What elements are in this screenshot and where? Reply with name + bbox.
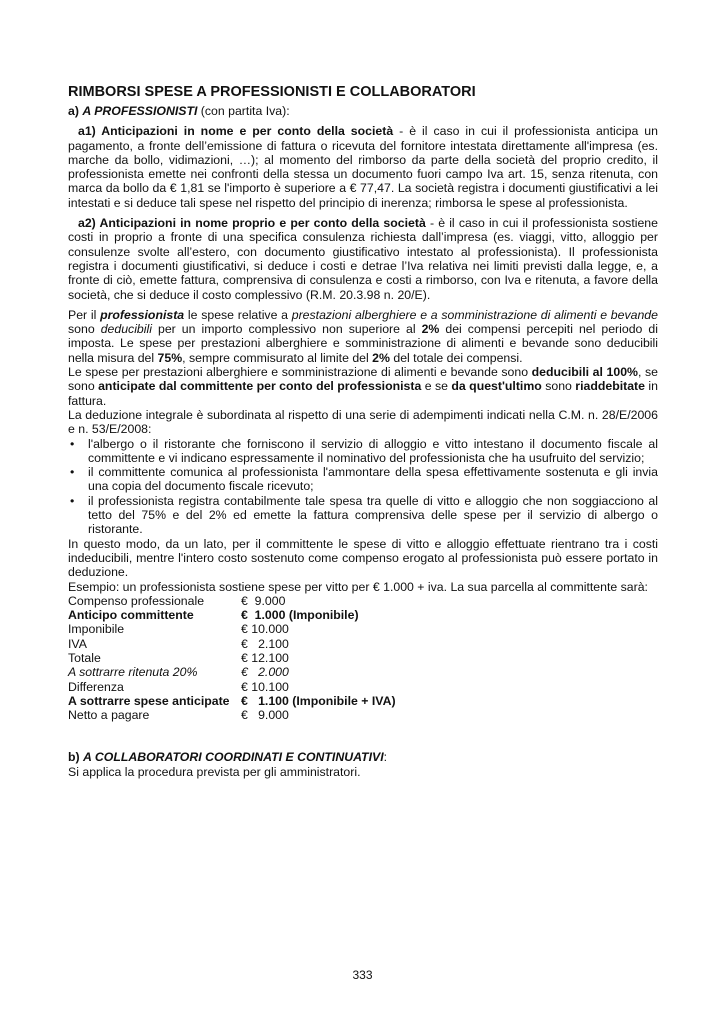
paragraph-a2: a2) Anticipazioni in nome proprio e per conto della società - è il caso in cui il professionista sostiene costi in proprio a fronte di una specifica consulenza richiesta dall’impresa (es. viaggi, vitto, alloggio per consulenze svolte all’estero, con documento giustificativo intestato al professionista). Il professionista registra i documenti giustificativi, si deduce i costi e detrae l’Iva relativa nei limiti previsti dalla legge, e, a fronte di ciò, emette fattura, comprensiva di consulenza e costi a rimborso, con Iva e ritenuta, a favore della società, che si deduce il costo complessivo (R.M. 20.3.98 n. 20/E).	[68, 216, 658, 302]
document-page	[68, 84, 658, 779]
calc-label: Anticipo committente	[68, 608, 194, 623]
calc-label: IVA	[68, 636, 87, 651]
table-row	[68, 694, 396, 708]
table-row	[68, 651, 396, 665]
calc-value: € 9.000	[241, 708, 289, 723]
calc-value: € 12.100	[241, 650, 289, 665]
paragraph-requirements: La deduzione integrale è subordinata al rispetto di una serie di adempimenti indicati nella C.M. n. 28/E/2006 e n. 53/E/2008:	[68, 407, 658, 437]
section-a-heading: a) A PROFESSIONISTI (con partita Iva):	[68, 104, 290, 118]
table-row	[68, 680, 396, 694]
list-item: • l'albergo o il ristorante che forniscono il servizio di alloggio e vitto intestano il documento fiscale al committente e vi indicano espressamente il nominativo del professionista che ha usufruito del servizio;	[68, 437, 658, 466]
calc-label: Imponibile	[68, 622, 125, 637]
page-title: RIMBORSI SPESE A PROFESSIONISTI E COLLABORATORI	[68, 84, 476, 100]
calc-value: € 10.000	[241, 622, 289, 637]
calc-label: Compenso professionale	[68, 593, 205, 608]
table-row	[68, 637, 396, 651]
calc-value: € 1.100 (Imponibile + IVA)	[241, 693, 396, 708]
calc-label: A sottrarre ritenuta 20%	[68, 665, 198, 680]
table-row	[68, 608, 396, 622]
table-row	[68, 622, 396, 636]
paragraph-example: Esempio: un professionista sostiene spese per vitto per € 1.000 + iva. La sua parcella al committente sarà:	[68, 579, 648, 594]
calc-label: Netto a pagare	[68, 708, 150, 723]
page-number: 333	[352, 968, 373, 982]
list-item: • il committente comunica al professionista l'ammontare della spesa effettivamente sostenuta e gli invia una copia del documento fiscale ricevuto;	[68, 465, 658, 494]
calc-value: € 2.100	[241, 636, 289, 651]
section-b-text: Si applica la procedura prevista per gli amministratori.	[68, 764, 361, 779]
table-row	[68, 708, 396, 722]
calc-value: € 1.000 (Imponibile)	[241, 608, 359, 623]
paragraph-a1: a1) Anticipazioni in nome e per conto della società - è il caso in cui il professionista anticipa un pagamento, a fronte dell’emissione di fattura o ricevuta del fornitore intestata direttamente all'impresa (es. marche da bollo, vidimazioni, …); al momento del rimborso da parte della società del proprio credito, il professionista emette nei confronti della stessa un documento fuori campo Iva art. 15, senza ritenuta, con marca da bollo da € 1,81 se l'importo è superiore a € 77,47. La società registra i documenti giustificativi a lei intestati e si deduce tali spese nel rispetto del principio di inerenza; rimborsa le spese al professionista.	[68, 124, 658, 210]
paragraph-deducibility: Per il professionista le spese relative a prestazioni alberghiere e a somministrazione di alimenti e bevande sono deducibili per un importo complessivo non superiore al 2% dei compensi percepiti nel periodo di imposta. Le spese per prestazioni alberghiere e somministrazione di alimenti e bevande sono deducibili nella misura del 75%, sempre commisurato al limite del 2% del totale dei compensi.	[68, 307, 658, 365]
requirements-list	[68, 437, 658, 537]
table-row	[68, 594, 396, 608]
calc-label: Differenza	[68, 679, 124, 694]
calc-label: A sottrarre spese anticipate	[68, 693, 230, 708]
paragraph-anticipated-expenses: Le spese per prestazioni alberghiere e somministrazione di alimenti e bevande sono deducibili al 100%, se sono anticipate dal committente per conto del professionista e se da quest'ultimo sono riaddebitate in fattura.	[68, 365, 658, 408]
calc-label: Totale	[68, 650, 101, 665]
section-b-heading: b) A COLLABORATORI COORDINATI E CONTINUATIVI:	[68, 750, 388, 765]
calc-value: € 2.000	[241, 665, 289, 680]
calculation-table	[68, 594, 396, 723]
list-item: • il professionista registra contabilmente tale spesa tra quelle di vitto e alloggio che non soggiacciono al tetto del 75% e del 2% ed emette la fattura comprensiva delle spese per il servizio di albergo o ristorante.	[68, 494, 658, 537]
calc-value: € 9.000	[241, 593, 286, 608]
table-row	[68, 665, 396, 679]
paragraph-outcome: In questo modo, da un lato, per il committente le spese di vitto e alloggio effettuate rientrano tra i costi indeducibili, mentre l'intero costo sostenuto come compenso erogato al professionista può essere portato in deduzione.	[68, 536, 658, 580]
calc-value: € 10.100	[241, 679, 289, 694]
